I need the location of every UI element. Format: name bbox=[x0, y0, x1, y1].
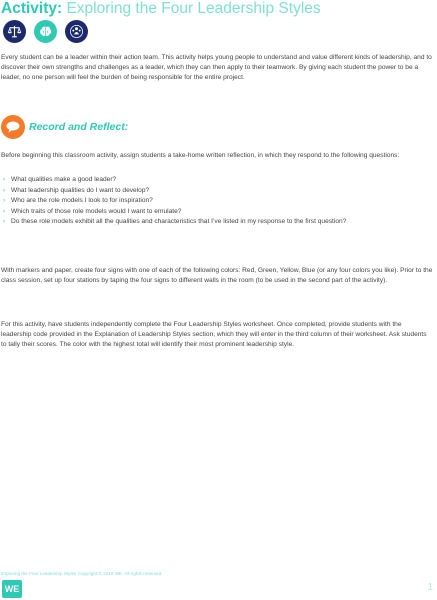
footer-copyright: Exploring the Four Leadership Styles Copyright © 2018 WE. All rights reserved. bbox=[1, 571, 163, 576]
worksheet-paragraph: For this activity, have students independently complete the Four Leadership Styles worksheet. Once completed, provide students with the leadership code provided in the Explanation of Leadership Styles section, which they will enter in the third column of their worksheet. Ask students to tally their scores. The color with the highest total will identify their most prominent leadership style. bbox=[1, 321, 427, 349]
record-reflect-heading bbox=[1, 115, 301, 141]
scales-icon bbox=[3, 20, 26, 43]
page-title bbox=[1, 0, 431, 18]
title-label: Activity: bbox=[1, 0, 63, 17]
title-text: Exploring the Four Leadership Styles bbox=[62, 0, 321, 17]
markers-paragraph: With markers and paper, create four signs with one of each of the following colors: Red, Green, Yellow, Blue (or any four colors you like). Prior to the class session, set up four stations by taping the four signs to different walls in the room (to be used in the second part of the activity). bbox=[1, 267, 433, 285]
chevron-right-icon: › bbox=[3, 218, 6, 225]
we-logo: WE bbox=[2, 580, 22, 598]
chevron-right-icon: › bbox=[3, 197, 6, 204]
chevron-right-icon: › bbox=[3, 176, 6, 183]
record-reflect-title: Record and Reflect: bbox=[29, 121, 129, 133]
intro-paragraph: Every student can be a leader within their action team. This activity helps young people to understand and value different kinds of leadership, and to discover their own strengths and challenges as a leader, which they can then apply to their teamwork. By giving each student the power to be a leader, no one person will feel the burden of being responsible for the entire project. bbox=[1, 54, 432, 82]
brain-icon bbox=[34, 20, 57, 43]
people-group-icon bbox=[65, 20, 88, 43]
list-item: › Do these role models exhibit all the qualities and characteristics that I’ve listed in my response to the first question? bbox=[1, 217, 391, 228]
list-item: › Which traits of those role models would I want to emulate? bbox=[1, 207, 421, 218]
chevron-right-icon: › bbox=[3, 207, 6, 215]
page-number: 1 bbox=[427, 582, 433, 593]
speech-bubble-icon bbox=[1, 115, 25, 139]
question-list bbox=[1, 175, 421, 228]
reflection-intro: Before beginning this classroom activity, assign students a take-home written reflection, in which they respond to the following questions: bbox=[1, 152, 400, 159]
list-item: › What qualities make a good leader? bbox=[1, 175, 421, 186]
list-item: › Who are the role models I look to for inspiration? bbox=[1, 196, 421, 207]
list-item: › What leadership qualities do I want to develop? bbox=[1, 186, 421, 197]
chevron-right-icon: › bbox=[3, 186, 6, 194]
